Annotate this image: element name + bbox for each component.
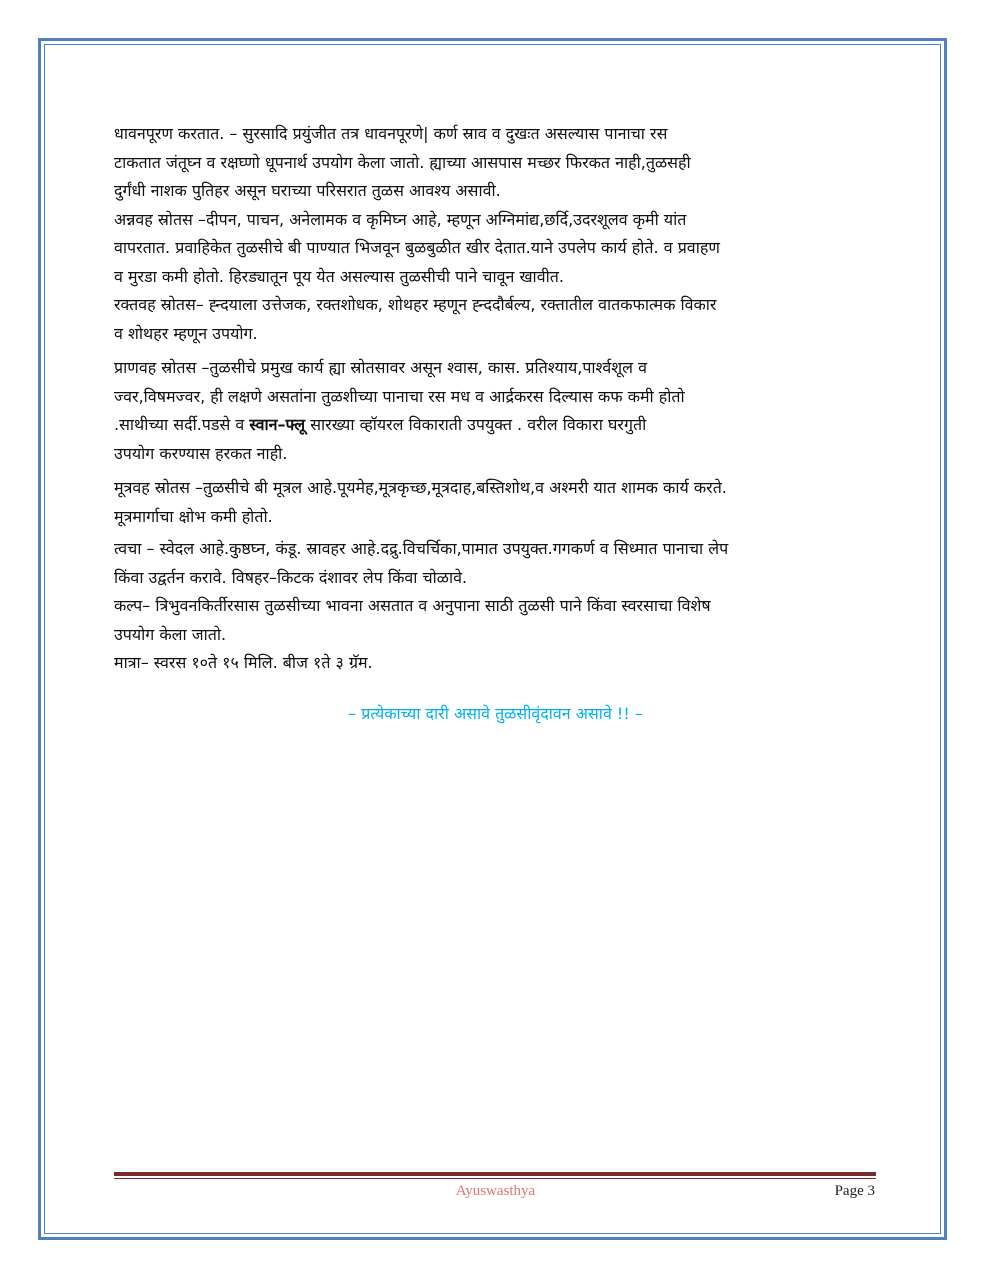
text-line: मात्रा– स्वरस १०ते १५ मिलि. बीज १ते ३ ग्रॅम. — [114, 653, 373, 672]
paragraph-matra — [114, 649, 874, 678]
text-line: मूत्रमार्गाचा क्षोभ कमी होतो. — [114, 506, 273, 526]
text-line: टाकतात जंतूघ्न व रक्षघ्णो धूपनार्थ उपयोग केला जातो. ह्याच्या आसपास मच्छर फिरकत नाही,तुळसही — [114, 152, 691, 172]
footer-rule-thin — [114, 1178, 876, 1179]
paragraph-annavaha — [114, 206, 874, 292]
text-line — [114, 411, 874, 440]
text-line: व मुरडा कमी होतो. हिरड्यातून पूय येत असल्यास तुळसीची पाने चावून खावीत. — [114, 266, 564, 286]
text-line: रक्तवह स्रोतस– ह्न्दयाला उत्तेजक, रक्तशोधक, शोथहर म्हणून ह्न्ददौर्बल्य, रक्तातील वातकफात्मक विकार — [114, 295, 717, 314]
paragraph-pranavaha — [114, 354, 874, 468]
paragraph-dhavanpuran — [114, 120, 874, 206]
text-fragment: सारख्या व्हॉयरल विकाराती उपयुक्त . वरील विकारा घरगुती — [305, 415, 647, 434]
swine-flu-bold: स्वान–फ्लू — [249, 415, 306, 434]
footer-rule — [114, 1172, 876, 1176]
text-fragment: .साथीच्या सर्दी.पडसे व — [114, 415, 250, 434]
text-line: प्राणवह स्रोतस –तुळसीचे प्रमुख कार्य ह्या स्रोतसावर असून श्वास, कास. प्रतिश्याय,पार्श्वशूल व — [114, 358, 647, 377]
text-line: किंवा उद्वर्तन करावे. विषहर–किटक दंशावर लेप किंवा चोळावे. — [114, 567, 468, 587]
text-line: मूत्रवह स्रोतस –तुळसीचे बी मूत्रल आहे.पूयमेह,मूत्रकृच्छ,मूत्रदाह,बस्तिशोथ,व अश्मरी यात शामक कार्य करते. — [114, 478, 727, 497]
paragraph-kalpa — [114, 592, 874, 649]
page-number: Page 3 — [834, 1183, 875, 1199]
document-body — [114, 120, 874, 678]
text-line: उपयोग करण्यास हरकत नाही. — [114, 443, 288, 463]
slogan: – प्रत्येकाच्या दारी असावे तुळसीवृंदावन असावे !! – — [348, 704, 643, 723]
text-line: दुर्गंधी नाशक पुतिहर असून घराच्या परिसरात तुळस आवश्य असावी. — [114, 181, 501, 200]
text-line: व शोथहर म्हणून उपयोग. — [114, 323, 258, 343]
paragraph-tvacha — [114, 535, 874, 592]
paragraph-raktavaha — [114, 291, 874, 348]
paragraph-mutravaha — [114, 474, 874, 531]
text-line: ज्वर,विषमज्वर, ही लक्षणे असतांना तुळशीच्या पानाचा रस मध व आर्द्रकरस दिल्यास कफ कमी होतो — [114, 386, 685, 406]
text-line: कल्प– त्रिभुवनकिर्तीरसास तुळसीच्या भावना असतात व अनुपाना साठी तुळसी पाने किंवा स्वरसाचा विशेष — [114, 596, 711, 615]
text-line: अन्नवह स्रोतस –दीपन, पाचन, अनेलामक व कृमिघ्न आहे, म्हणून अग्निमांद्य,छर्दि,उदरशूलव कृमी यांत — [114, 209, 687, 229]
footer-title: Ayuswasthya — [455, 1183, 536, 1199]
text-line: त्वचा – स्वेदल आहे.कुष्ठघ्न, कंडू. स्रावहर आहे.दद्रु.विचर्चिका,पामात उपयुक्त.गगकर्ण व सिध्मात पानाचा लेप — [114, 539, 729, 558]
text-line: उपयोग केला जातो. — [114, 624, 227, 644]
text-line: वापरतात. प्रवाहिकेत तुळसीचे बी पाण्यात भिजवून बुळबुळीत खीर देतात.याने उपलेप कार्य होते. व प्रवाहण — [114, 238, 720, 257]
text-line: धावनपूरण करतात. – सुरसादि प्रयुंजीत तत्र धावनपूरणे| कर्ण स्राव व दुखःत असल्यास पानाचा रस — [114, 124, 668, 143]
